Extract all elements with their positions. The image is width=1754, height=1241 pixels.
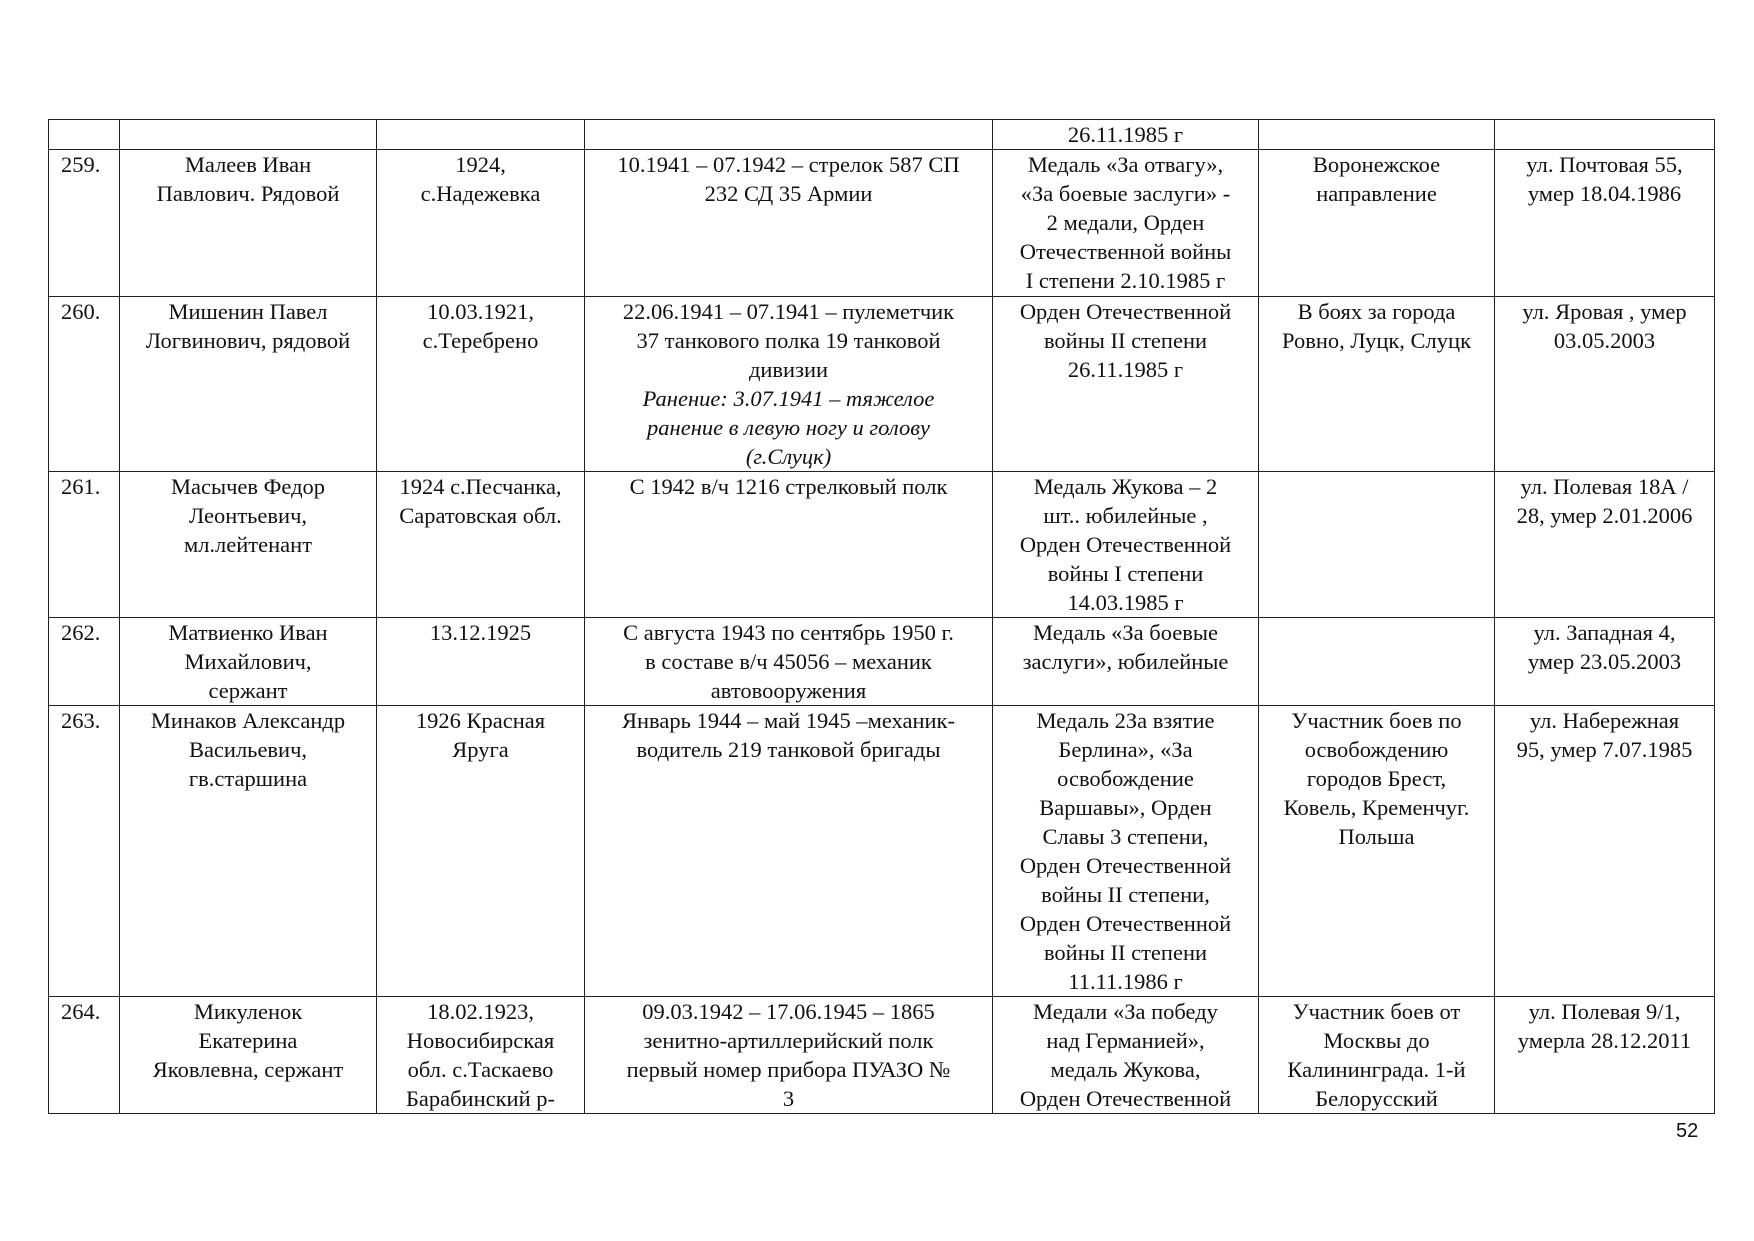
table-row [49, 706, 1715, 997]
cell-line: 37 танкового полка 19 танковой [636, 328, 941, 353]
cell-address [1495, 150, 1715, 297]
table-row [49, 997, 1715, 1114]
cell-line: В боях за города [1297, 299, 1456, 324]
cell-line: умерла 28.12.2011 [1517, 1028, 1692, 1053]
cell-line: обл. с.Таскаево [407, 1057, 554, 1082]
cell-line: 1924 с.Песчанка, [399, 474, 562, 499]
cell-line: войны II степени, [1041, 882, 1210, 907]
cell-battles [1259, 618, 1495, 706]
cell-line: медаль Жукова, [1050, 1057, 1201, 1082]
cell-line: сержант [208, 678, 288, 703]
cell-line: ул. Набережная [1529, 708, 1680, 733]
cell-line: Логвинович, рядовой [145, 328, 351, 353]
cell-number [49, 997, 120, 1114]
cell-line: ул. Западная 4, [1533, 620, 1676, 645]
cell-line: Яковлевна, сержант [152, 1057, 344, 1082]
cell-line: Орден Отечественной [1019, 853, 1232, 878]
cell-line: Орден Отечественной [1019, 1086, 1232, 1111]
wound-note-line: (г.Слуцк) [745, 444, 832, 469]
cell-number [49, 120, 120, 150]
veterans-table-body [49, 120, 1715, 1114]
cell-line: 09.03.1942 – 17.06.1945 – 1865 [642, 999, 935, 1024]
cell-line: I степени 2.10.1985 г [1025, 268, 1226, 293]
cell-line: 10.03.1921, [427, 299, 534, 324]
cell-line: 22.06.1941 – 07.1941 – пулеметчик [622, 299, 955, 324]
cell-line: 1926 Красная [415, 708, 546, 733]
cell-line: 03.05.2003 [1553, 328, 1656, 353]
cell-birth [377, 706, 585, 997]
cell-line: с.Надежевка [420, 181, 541, 206]
cell-name [120, 472, 377, 618]
cell-line: 26.11.1985 г [1067, 122, 1184, 147]
cell-battles [1259, 997, 1495, 1114]
cell-line: Славы 3 степени, [1042, 824, 1209, 849]
cell-battles [1259, 120, 1495, 150]
cell-line: войны II степени [1043, 328, 1208, 353]
cell-line: «За боевые заслуги» - [1020, 181, 1231, 206]
table-row [49, 297, 1715, 472]
table-row [49, 120, 1715, 150]
cell-line: Матвиенко Иван [168, 620, 328, 645]
cell-line: 95, умер 7.07.1985 [1516, 737, 1693, 762]
cell-name [120, 297, 377, 472]
cell-awards [993, 150, 1259, 297]
cell-awards [993, 297, 1259, 472]
cell-line: направление [1316, 181, 1437, 206]
cell-name [120, 618, 377, 706]
cell-awards [993, 120, 1259, 150]
cell-line: 262. [61, 620, 101, 645]
cell-line: Берлина», «За [1058, 737, 1193, 762]
cell-line: Минаков Александр [150, 708, 346, 733]
cell-awards [993, 618, 1259, 706]
page-number: 52 [1676, 1120, 1699, 1142]
cell-line: Малеев Иван [184, 152, 312, 177]
cell-service [585, 297, 993, 472]
cell-line: 232 СД 35 Армии [704, 181, 873, 206]
cell-line: Орден Отечественной [1019, 299, 1232, 324]
cell-line: 2 медали, Орден [1046, 210, 1205, 235]
cell-line: Белорусский [1315, 1086, 1438, 1111]
cell-line: над Германией», [1046, 1028, 1205, 1053]
cell-birth [377, 297, 585, 472]
cell-line: Орден Отечественной [1019, 532, 1232, 557]
cell-birth [377, 120, 585, 150]
cell-name [120, 150, 377, 297]
cell-line: Масычев Федор [170, 474, 326, 499]
cell-line: 260. [61, 299, 101, 324]
table-row [49, 150, 1715, 297]
cell-line: Отечественной войны [1019, 239, 1232, 264]
cell-line: в составе в/ч 45056 – механик [645, 649, 932, 674]
cell-address [1495, 997, 1715, 1114]
cell-battles [1259, 150, 1495, 297]
cell-birth [377, 150, 585, 297]
cell-line: Медали «За победу [1033, 999, 1218, 1024]
cell-line: ул. Почтовая 55, [1526, 152, 1683, 177]
cell-line: автовооружения [710, 678, 867, 703]
cell-line: 26.11.1985 г [1067, 357, 1184, 382]
cell-line: Павлович. Рядовой [156, 181, 340, 206]
cell-line: водитель 219 танковой бригады [636, 737, 941, 762]
cell-service [585, 150, 993, 297]
cell-line: 28, умер 2.01.2006 [1516, 503, 1693, 528]
cell-line: Михайлович, [184, 649, 312, 674]
cell-line: дивизии [748, 357, 829, 382]
cell-number [49, 297, 120, 472]
cell-line: Медаль Жукова – 2 [1033, 474, 1218, 499]
cell-line: гв.старшина [188, 766, 308, 791]
cell-line: шт.. юбилейные , [1043, 503, 1208, 528]
cell-service [585, 618, 993, 706]
cell-line: 18.02.1923, [427, 999, 534, 1024]
cell-name [120, 997, 377, 1114]
cell-line: Варшавы», Орден [1039, 795, 1212, 820]
cell-name [120, 120, 377, 150]
cell-awards [993, 997, 1259, 1114]
cell-line: освобождение [1057, 766, 1194, 791]
cell-line: 264. [61, 999, 101, 1024]
cell-line: Январь 1944 – май 1945 –механик- [622, 708, 955, 733]
cell-service [585, 706, 993, 997]
cell-line: 3 [782, 1086, 795, 1111]
cell-line: Медаль «За боевые [1033, 620, 1218, 645]
cell-line: Ровно, Луцк, Слуцк [1282, 328, 1471, 353]
cell-address [1495, 472, 1715, 618]
cell-line: заслуги», юбилейные [1022, 649, 1229, 674]
cell-line: Новосибирская [406, 1028, 555, 1053]
cell-line: 259. [61, 152, 101, 177]
cell-service [585, 120, 993, 150]
cell-birth [377, 618, 585, 706]
cell-line: Участник боев от [1292, 999, 1461, 1024]
veterans-table [48, 119, 1715, 1114]
cell-line: Васильевич, [188, 737, 308, 762]
cell-line: зенитно-артиллерийский полк [643, 1028, 934, 1053]
table-row [49, 472, 1715, 618]
cell-number [49, 618, 120, 706]
cell-line: 263. [61, 708, 101, 733]
cell-line: Медаль 2За взятие [1036, 708, 1215, 733]
cell-address [1495, 706, 1715, 997]
cell-awards [993, 706, 1259, 997]
cell-line: 261. [61, 474, 101, 499]
cell-line: освобождению [1304, 737, 1449, 762]
cell-line: 13.12.1925 [429, 620, 532, 645]
cell-line: Барабинский р- [405, 1086, 556, 1111]
cell-birth [377, 997, 585, 1114]
cell-line: первый номер прибора ПУАЗО № [626, 1057, 951, 1082]
cell-number [49, 472, 120, 618]
cell-battles [1259, 297, 1495, 472]
cell-line: Москвы до [1323, 1028, 1430, 1053]
cell-line: войны II степени [1043, 940, 1208, 965]
cell-line: Орден Отечественной [1019, 911, 1232, 936]
cell-line: Медаль «За отвагу», [1027, 152, 1224, 177]
cell-line: с.Теребрено [422, 328, 539, 353]
cell-name [120, 706, 377, 997]
cell-line: ул. Яровая , умер [1522, 299, 1687, 324]
cell-line: Микуленок [193, 999, 303, 1024]
cell-line: Воронежское [1312, 152, 1441, 177]
cell-address [1495, 618, 1715, 706]
table-row [49, 618, 1715, 706]
cell-awards [993, 472, 1259, 618]
cell-line: ул. Полевая 18А / [1520, 474, 1689, 499]
cell-line: Участник боев по [1291, 708, 1462, 733]
cell-line: умер 23.05.2003 [1527, 649, 1682, 674]
cell-service [585, 997, 993, 1114]
cell-number [49, 706, 120, 997]
cell-line: Польша [1338, 824, 1415, 849]
cell-line: Леонтьевич, [188, 503, 308, 528]
cell-battles [1259, 706, 1495, 997]
cell-line: войны I степени [1047, 561, 1204, 586]
cell-line: мл.лейтенант [183, 532, 313, 557]
cell-line: городов Брест, [1306, 766, 1447, 791]
cell-line: ул. Полевая 9/1, [1528, 999, 1681, 1024]
cell-battles [1259, 472, 1495, 618]
cell-line: 14.03.1985 г [1067, 590, 1184, 615]
cell-address [1495, 120, 1715, 150]
cell-line: Екатерина [198, 1028, 298, 1053]
cell-line: С августа 1943 по сентябрь 1950 г. [623, 620, 954, 645]
cell-line: 11.11.1986 г [1068, 969, 1183, 994]
cell-line: Калининграда. 1-й [1287, 1057, 1466, 1082]
cell-line: Яруга [452, 737, 509, 762]
wound-note-line: ранение в левую ногу и голову [647, 415, 930, 440]
cell-line: Мишенин Павел [168, 299, 328, 324]
cell-line: Саратовская обл. [399, 503, 562, 528]
cell-service [585, 472, 993, 618]
cell-birth [377, 472, 585, 618]
cell-line: 10.1941 – 07.1942 – стрелок 587 СП [617, 152, 960, 177]
cell-address [1495, 297, 1715, 472]
cell-line: 1924, [455, 152, 506, 177]
wound-note-line: Ранение: 3.07.1941 – тяжелое [642, 386, 935, 411]
cell-line: умер 18.04.1986 [1527, 181, 1682, 206]
cell-line: С 1942 в/ч 1216 стрелковый полк [629, 474, 948, 499]
cell-number [49, 150, 120, 297]
cell-line: Ковель, Кременчуг. [1283, 795, 1470, 820]
